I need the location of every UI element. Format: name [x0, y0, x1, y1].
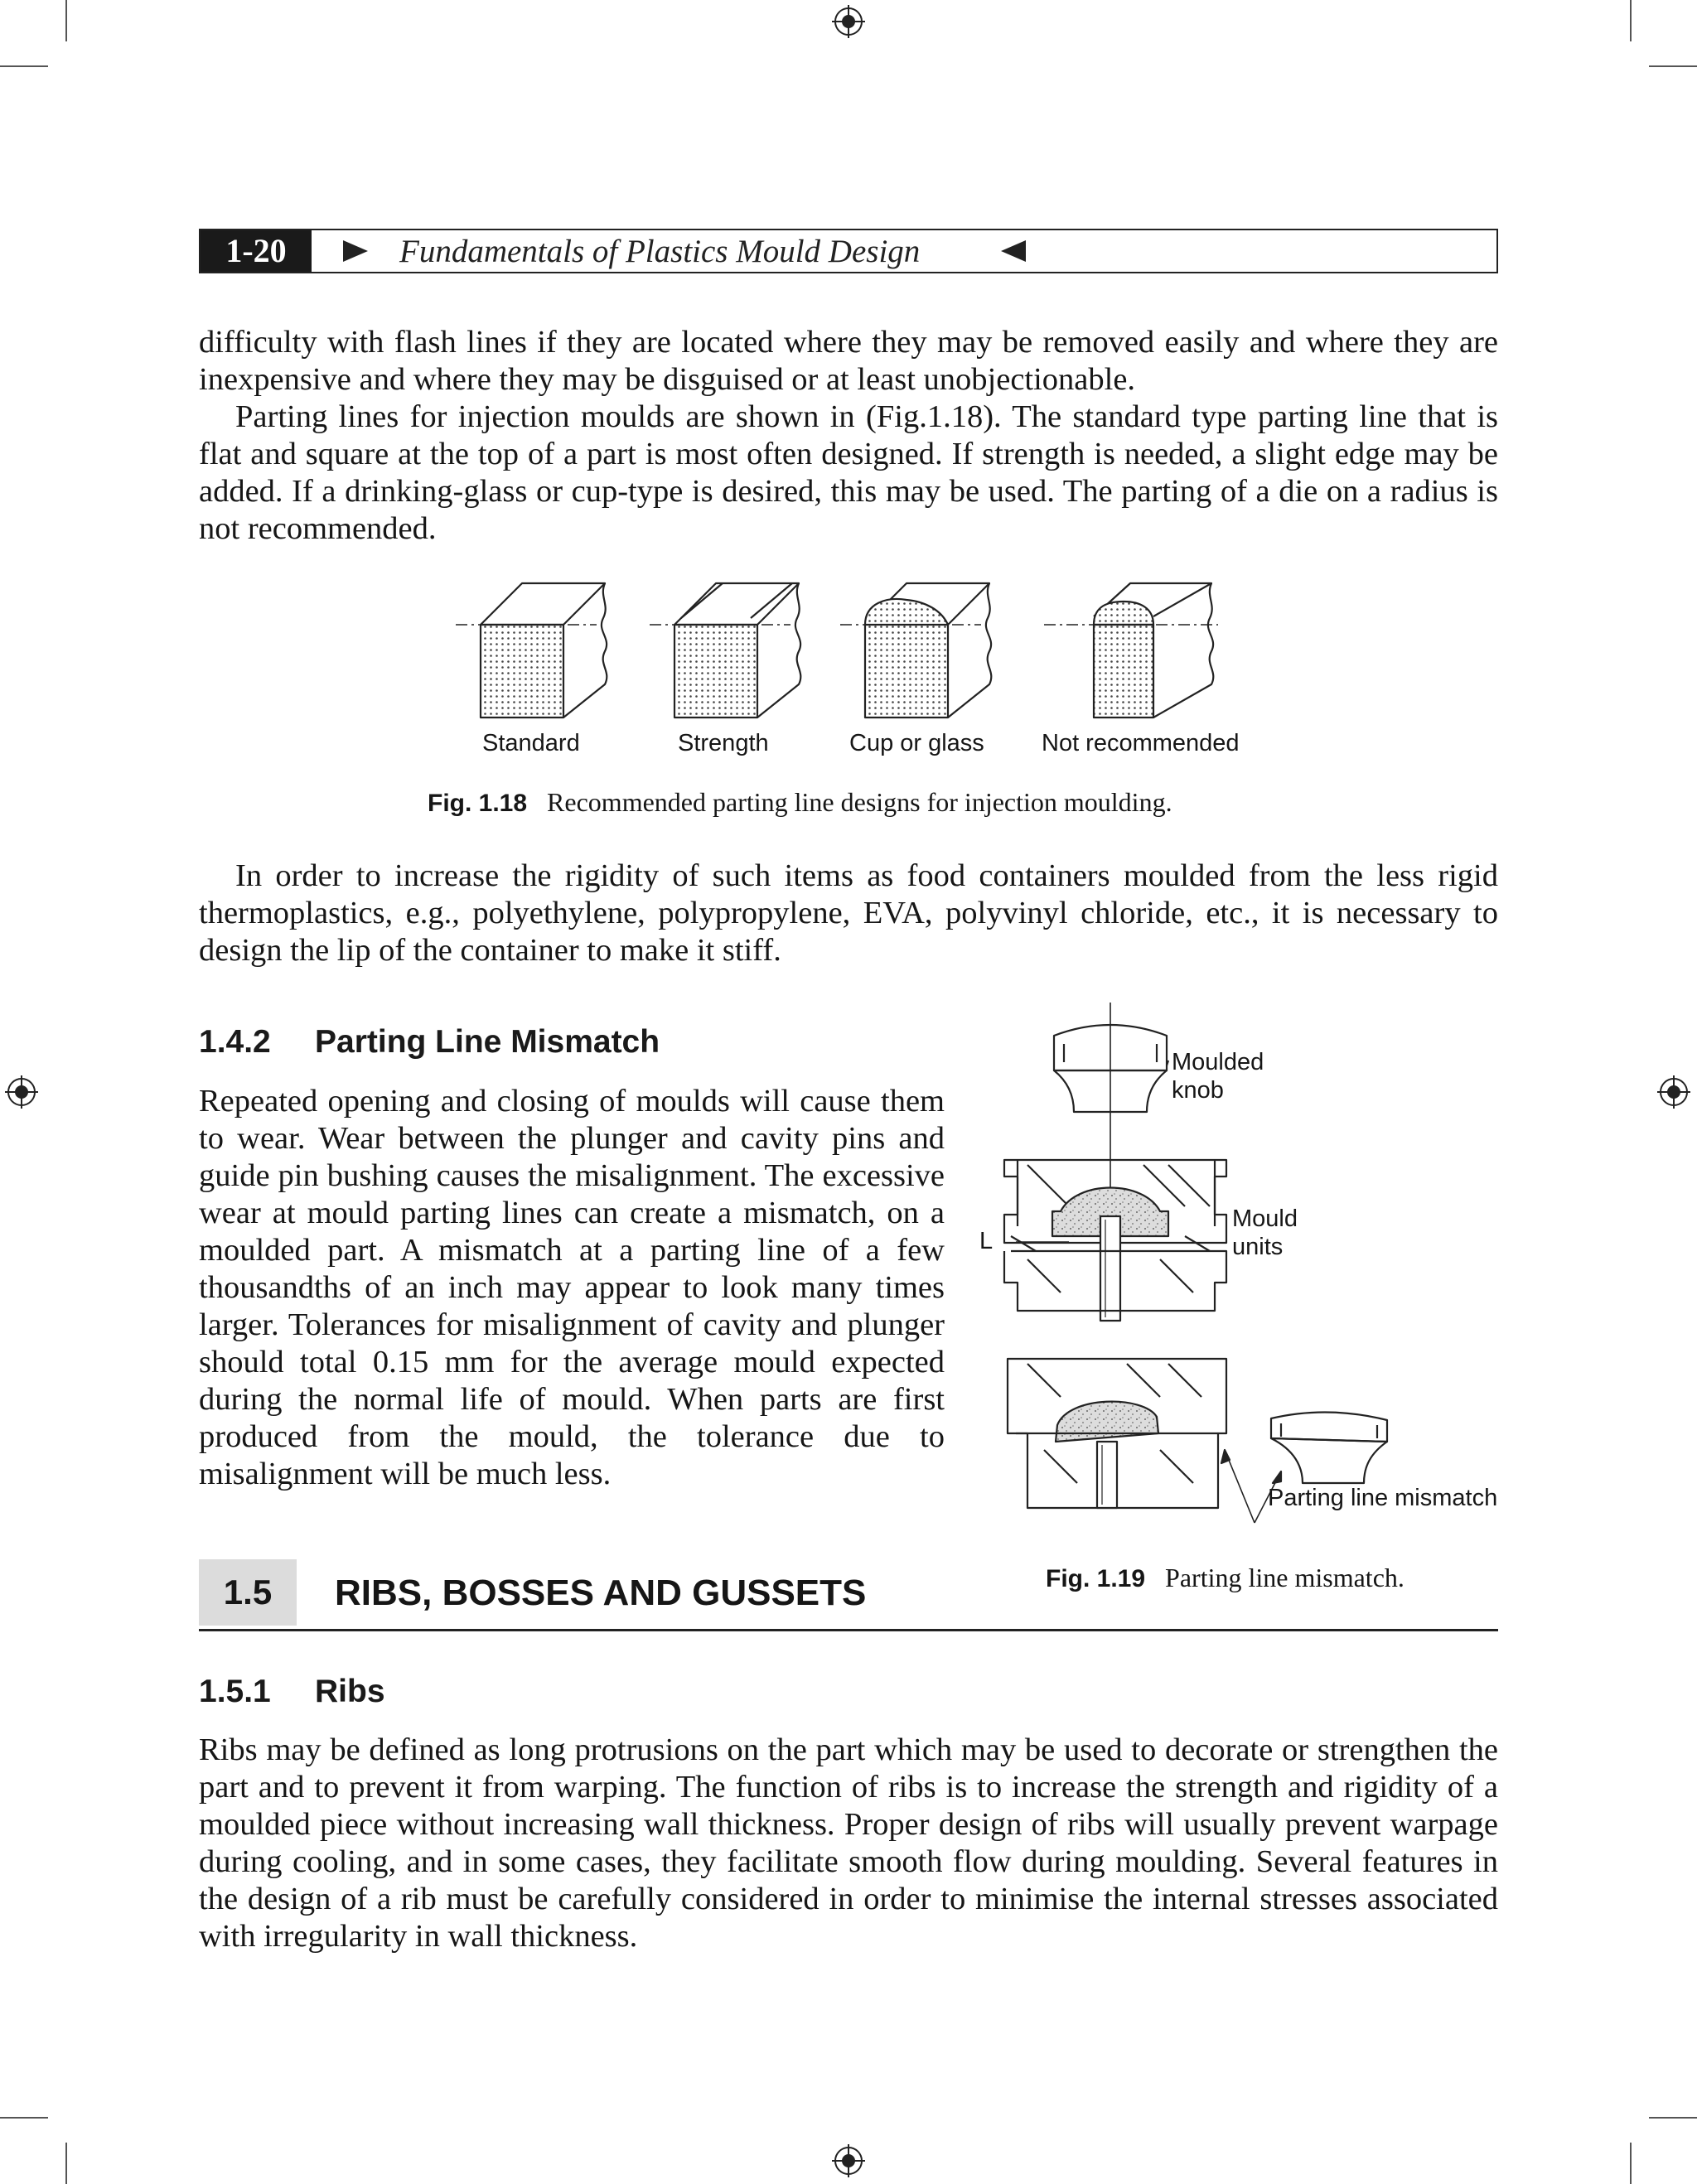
section-142-body: [199, 1083, 945, 1493]
section-151-paragraph: Ribs may be defined as long protrusions on the part which may be used to decorate or strengthen the part and to prevent it from warping. The function of ribs is to increase the strength and rigidity of a moulded piece without increasing wall thickness. Proper design of ribs will usually prevent warpage during cooling, and in some cases, they facilitate smooth flow during moulding. Several features in the design of a rib must be carefully considered in order to minimise the internal stresses associated with irregularity in wall thickness.: [199, 1732, 1498, 1954]
fig19-number: Fig. 1.19: [1046, 1565, 1146, 1592]
book-title: Fundamentals of Plastics Mould Design: [399, 234, 921, 269]
registration-mark-bottom: [832, 2144, 865, 2177]
fig18-label-standard: Standard: [482, 730, 580, 756]
section-15-number: 1.5: [199, 1559, 297, 1626]
mismatched-knob: [1271, 1412, 1387, 1483]
section-15-title: RIBS, BOSSES AND GUSSETS: [335, 1573, 867, 1613]
rigidity-text: [199, 858, 1498, 969]
not-recommended-profile: [1044, 583, 1218, 718]
mould-units-lower: [1008, 1359, 1226, 1508]
section-151-title: Ribs: [315, 1674, 385, 1709]
section-15-heading: [199, 1559, 1498, 1631]
fig19-label-units: units: [1232, 1234, 1284, 1260]
fig19-label-knob: knob: [1172, 1077, 1224, 1104]
fig18-caption-text: Recommended parting line designs for injection moulding.: [547, 787, 1172, 817]
fig-1-18-drawing: [447, 572, 1259, 737]
section-142-heading: [199, 1024, 660, 1061]
mould-units-upper: [1004, 1160, 1226, 1321]
section-151-body: [199, 1732, 1498, 1955]
running-header: [199, 229, 1498, 273]
registration-mark-right: [1657, 1075, 1690, 1109]
triangle-left-icon: [1001, 240, 1026, 262]
strength-profile: [650, 583, 800, 718]
intro-text: [199, 324, 1498, 548]
section-151-number: 1.5.1: [199, 1674, 271, 1709]
fig19-label-mismatch: Parting line mismatch: [1268, 1485, 1498, 1511]
cup-or-glass-profile: [840, 583, 991, 718]
fig19-label-L: L: [979, 1228, 994, 1254]
fig18-label-strength: Strength: [678, 730, 769, 756]
intro-paragraph-2: Parting lines for injection moulds are shown in (Fig.1.18). The standard type parting line that is flat and square at the top of a part is most often designed. If strength is needed, a slight edge may be added. If a drinking-glass or cup-type is desired, this may be used. The parting of a die on a radius is not recommended.: [199, 399, 1498, 546]
fig-1-19-drawing: [978, 1003, 1508, 1533]
registration-mark-top: [832, 5, 865, 38]
triangle-right-icon: [343, 240, 368, 262]
fig19-label-mould: Mould: [1232, 1206, 1298, 1232]
page-number: 1-20: [201, 230, 312, 272]
section-142-paragraph: Repeated opening and closing of moulds will cause them to wear. Wear between the plunger and cavity pins and guide pin bushing causes the misalignment. The excessive wear at mould parting lines can create a mismatch, on a moulded part. A mismatch at a parting line of a few thousandths of an inch may appear to look many times larger. Tolerances for misalignment of cavity and plunger should total 0.15 mm for the average mould expected during the normal life of mould. When parts are first produced from the mould, the tolerance due to misalignment will be much less.: [199, 1084, 945, 1491]
registration-mark-left: [5, 1075, 38, 1109]
fig18-caption: [428, 785, 1172, 820]
standard-profile: [456, 583, 607, 718]
section-142-title: Parting Line Mismatch: [315, 1024, 660, 1060]
intro-paragraph-1: difficulty with flash lines if they are located where they may be removed easily and where they are inexpensive and where they may be disguised or at least unobjectionable.: [199, 325, 1498, 397]
fig18-number: Fig. 1.18: [428, 790, 528, 817]
fig19-label-moulded: Moulded: [1172, 1049, 1264, 1075]
section-142-number: 1.4.2: [199, 1024, 271, 1060]
fig19-caption-text: Parting line mismatch.: [1165, 1563, 1404, 1592]
fig18-label-cup-or-glass: Cup or glass: [849, 730, 984, 756]
section-151-heading: [199, 1674, 385, 1710]
rigidity-paragraph: In order to increase the rigidity of such items as food containers moulded from the less rigid thermoplastics, e.g., polyethylene, polypropylene, EVA, polyvinyl chloride, etc., it is necessary to design the lip of the container to make it stiff.: [199, 858, 1498, 968]
fig18-label-not-recommended: Not recommended: [1042, 730, 1240, 756]
